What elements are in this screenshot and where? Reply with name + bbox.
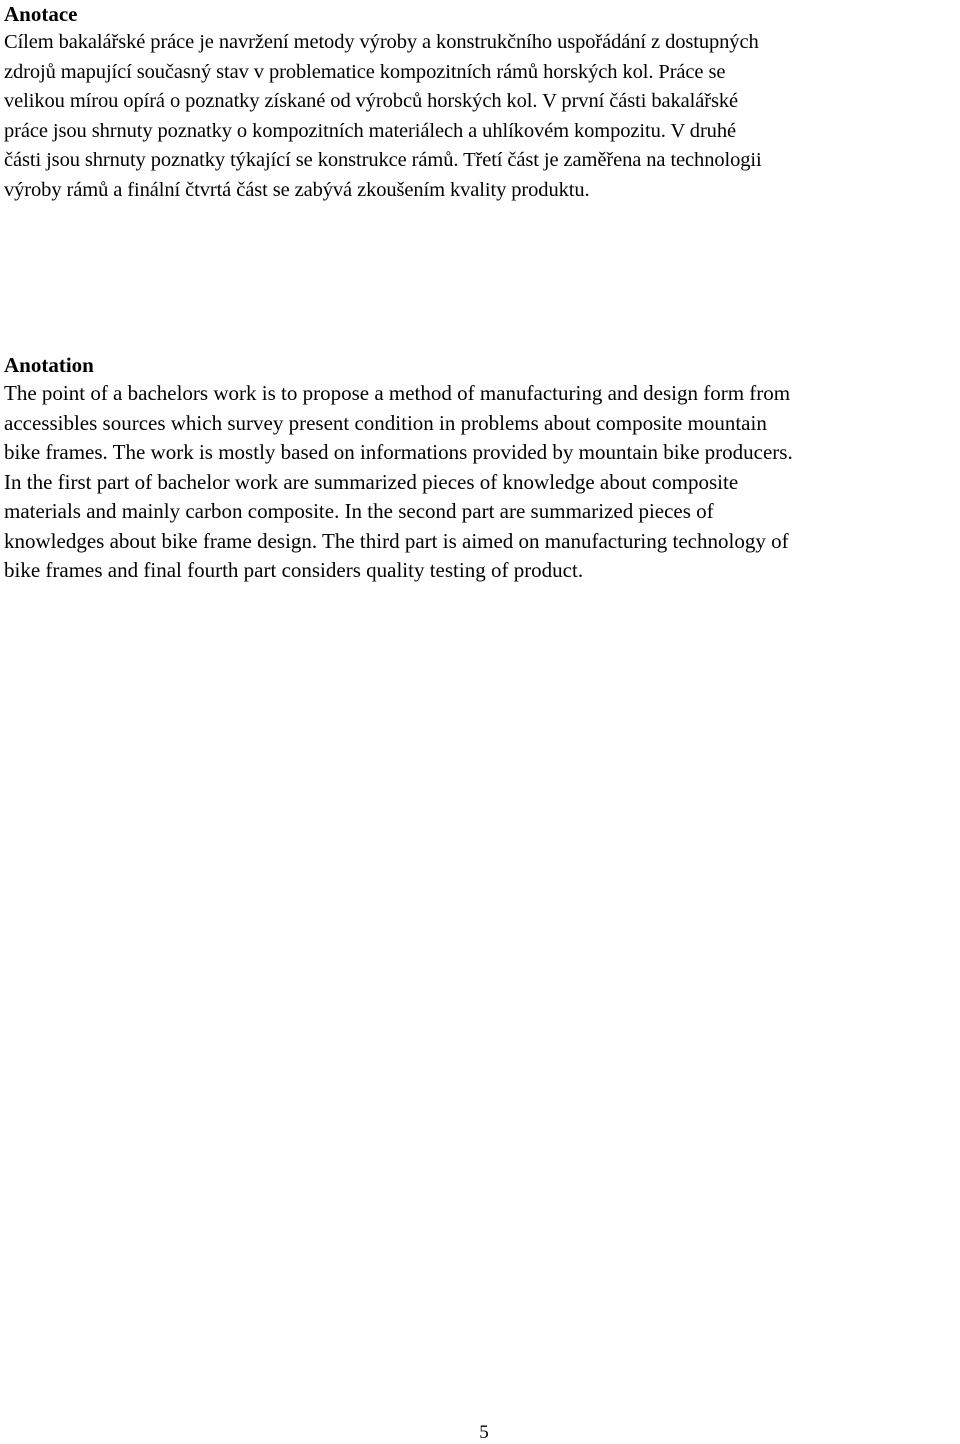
paragraph-line: bike frames. The work is mostly based on informations provided by mountain bike producers. [4,440,793,464]
paragraph-line: zdrojů mapující současný stav v problematice kompozitních rámů horských kol. Práce se [4,60,726,83]
czech-annotation-body [4,28,956,205]
paragraph-line: accessibles sources which survey present condition in problems about composite mountain [4,410,767,435]
page-number: 5 [479,1422,489,1443]
paragraph-line: práce jsou shrnuty poznatky o kompozitních materiálech a uhlíkovém kompozitu. V druhé [4,119,736,142]
paragraph-line: výroby rámů a finální čtvrtá část se zabývá zkoušením kvality produktu. [4,178,590,201]
english-annotation-body [4,379,956,586]
paragraph-line: Cílem bakalářské práce je navržení metody výroby a konstrukčního uspořádání z dostupných [4,31,759,53]
english-annotation-heading: Anotation [4,353,94,377]
paragraph-line: části jsou shrnuty poznatky týkající se konstrukce rámů. Třetí část je zaměřena na technologii [4,149,762,171]
paragraph-line: bike frames and final fourth part considers quality testing of product. [4,558,584,582]
paragraph-line: knowledges about bike frame design. The third part is aimed on manufacturing technology of [4,528,789,553]
paragraph-line: materials and mainly carbon composite. In the second part are summarized pieces of [4,499,714,523]
paragraph-line: The point of a bachelors work is to propose a method of manufacturing and design form from [4,381,791,405]
english-annotation-section [4,351,956,586]
czech-annotation-heading: Anotace [4,2,78,26]
czech-annotation-section [4,0,956,205]
paragraph-line: velikou mírou opírá o poznatky získané od výrobců horských kol. V první části bakalářské [4,90,738,112]
paragraph-line: In the first part of bachelor work are summarized pieces of knowledge about composite [4,469,739,494]
